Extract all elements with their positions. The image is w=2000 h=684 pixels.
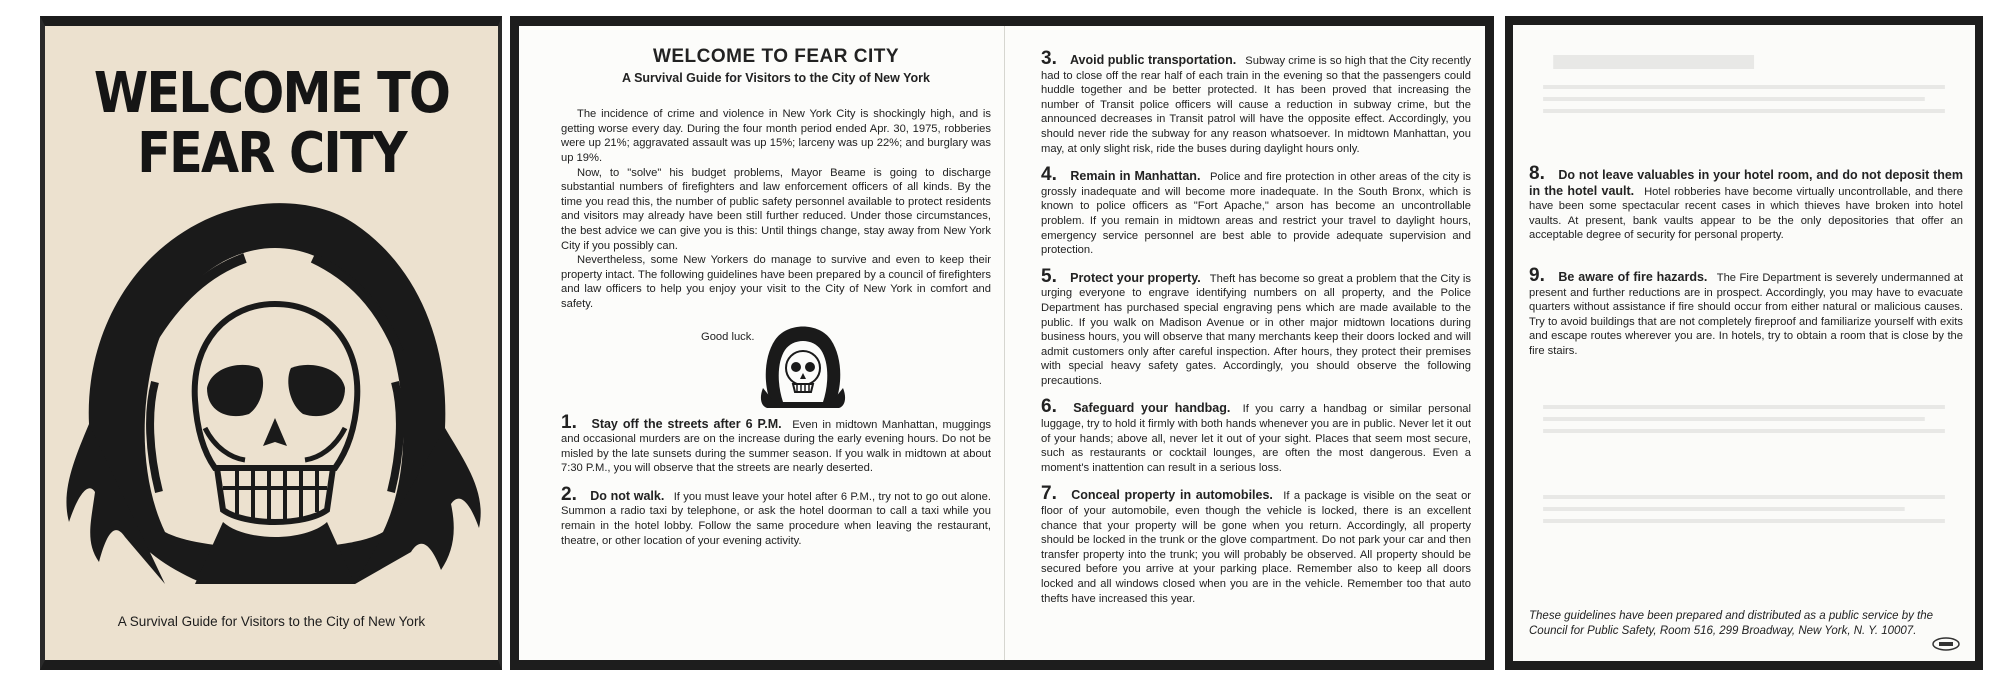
intro-paragraph: Now, to "solve" his budget problems, Mayor Beame is going to discharge substantial numbers of firefighters and law enforcement officers of all kinds. By the time you read this, the number of public safety personnel available to protect residents and visitors may already have been still further reduced. Under those circumstances, the best advice we can give you is this: Until things change, stay away from New York City if you possibly can. — [561, 166, 991, 252]
cover-panel — [40, 16, 502, 670]
union-label-icon — [1931, 637, 1961, 651]
guideline-item — [1041, 483, 1472, 606]
guideline-number: 8. — [1529, 163, 1545, 184]
guideline-number: 9. — [1529, 264, 1545, 286]
guideline-text: The Fire Department is severely undermanned at present and further reductions are in prospect. Accordingly, you may have to evacuate quarters without assistance if fire should occur from either natural or malicious causes. Try to avoid buildings that are not completely fireproof and familiarize yourself with exits and escape routes wherever you are. In hotels, try to obtain a room that is close by the fire stairs. — [1529, 271, 1964, 357]
guideline-number: 1. — [561, 411, 577, 433]
guide-subtitle: A Survival Guide for Visitors to the City of New York — [622, 70, 930, 85]
guideline-text: Hotel robberies have become virtually uncontrollable, and there have been some spectacular recent cases in which thieves have broken into hotel vaults. At present, bank vaults appear to be the only depositories that offer an acceptable degree of security for personal property. — [1529, 185, 1964, 242]
guideline-item — [1529, 264, 1964, 359]
cover-title-line1: WELCOME TO — [93, 61, 450, 126]
hooded-skull-illustration — [55, 192, 495, 592]
fold-line — [1004, 26, 1005, 660]
back-panel — [1505, 16, 1983, 670]
guideline-text: Theft has become so great a problem that the City is urging everyone to engrave identifying numbers on all property, and the Police Department has purchased special engraving pens which are made available to the public. If you walk on Madison Avenue or in other major midtown locations during business hours, you will observe that many merchants keep their doors locked and will admit customers only after careful inspection. After hours, they protect their premises with special heavy safety gates. Accordingly, you should observe the following precautions. — [1041, 272, 1472, 387]
guideline-text: If you carry a handbag or similar personal luggage, try to hold it firmly with both hands whenever you are in public. Never let it out of your hands; above all, never let it out of your sight. Places that seem most secure, such as restaurants or cocktail lounges, are often the most dangerous. Even a moment's inattention can result in a serious loss. — [1041, 403, 1472, 474]
left-column — [561, 46, 992, 560]
guideline-number: 4. — [1041, 164, 1057, 186]
guideline-heading: Be aware of fire hazards. — [1558, 269, 1708, 284]
guideline-heading: Conceal property in automobiles. — [1071, 488, 1273, 503]
cover-title-line2: FEAR CITY — [137, 121, 406, 186]
guideline-text: Subway crime is so high that the City recently had to close off the rear half of each train in the evening so that the passengers could huddle together and be better protected. It has been proved that increasing the number of Transit police officers will cause a reduction in subway crime, but the announced decreases in Transit patrol will have the opposite effect. Accordingly, you should never ride the subway for any reason whatsoever. In midtown Manhattan, you may, at only slight risk, ride the buses during daylight hours only. — [1041, 55, 1472, 155]
guideline-item — [561, 411, 992, 476]
guideline-text: If a package is visible on the seat or floor of your automobile, even though the vehicle is locked, there is an excellent chance that your property will be gone when you return. Accordingly, all property should be locked in the trunk or the glove compartment. Do not park your car and then transfer property into the trunk; you will probably be observed. All property should be secured before you arrive at your parking place. Remember also to keep all doors locked and all windows closed when you are in the vehicle. Remember too that auto thefts have increased this year. — [1041, 490, 1472, 605]
inner-spread — [510, 16, 1494, 670]
guideline-number: 3. — [1041, 48, 1057, 69]
guideline-text: Even in midtown Manhattan, muggings and occasional murders are on the increase during the early evening hours. Do not be misled by the late sunsets during the summer season. If you walk in midtown at about 7:30 P.M., you will observe that the streets are nearly deserted. — [561, 418, 992, 475]
guideline-item — [1041, 164, 1471, 258]
right-column — [1041, 48, 1472, 618]
cover-subtitle: A Survival Guide for Visitors to the City of New York — [117, 614, 426, 629]
guideline-item — [1041, 48, 1472, 156]
good-luck-text: Good luck. — [701, 330, 755, 343]
guideline-number: 5. — [1041, 265, 1057, 287]
footer-note: These guidelines have been prepared and distributed as a public service by the Council for Public Safety, Room 516, 299 Broadway, New York, N. Y. 10007. — [1529, 610, 1934, 637]
good-luck-block — [561, 318, 991, 416]
guideline-heading: Do not walk. — [590, 488, 665, 503]
guideline-number: 6. — [1041, 396, 1057, 418]
guideline-heading: Remain in Manhattan. — [1070, 169, 1201, 184]
guideline-text: If you must leave your hotel after 6 P.M., try not to go out alone. Summon a radio taxi by telephone, or ask the hotel doorman to call a taxi while you remain in the hotel lobby. Follow the same procedure when leaving the restaurant, theatre, or other location of your evening activity. — [561, 490, 991, 547]
small-skull-icon — [759, 318, 847, 410]
back-column — [1529, 163, 1964, 371]
intro-paragraph: The incidence of crime and violence in New York City is shockingly high, and is getting worse every day. During the four month period ended Apr. 30, 1975, robberies were up 21%; aggravated assault was up 15%; larceny was up 22%; and burglary was up 19%. — [561, 108, 991, 164]
intro-paragraph: Nevertheless, some New Yorkers do manage to survive and even to keep their property intact. The following guidelines have been prepared by a council of firefighters and law officers to help you enjoy your visit to the City of New York in comfort and safety. — [561, 254, 991, 310]
guideline-item — [561, 483, 991, 548]
guideline-number: 7. — [1041, 483, 1057, 505]
guideline-text: Police and fire protection in other areas of the city is grossly inadequate and will become more inadequate. In the South Bronx, which is known to police officers as "Fort Apache," arson has become an uncontrollable problem. If you remain in midtown areas and restrict your travel to daylight hours, emergency service personnel are best able to provide adequate supervision and protection. — [1041, 171, 1471, 257]
guideline-item — [1041, 396, 1472, 475]
guideline-heading: Safeguard your handbag. — [1073, 401, 1231, 416]
guideline-heading: Protect your property. — [1070, 270, 1201, 285]
guideline-number: 2. — [561, 483, 577, 505]
guideline-heading: Stay off the streets after 6 P.M. — [591, 416, 782, 431]
cover-title — [72, 61, 471, 186]
guideline-item — [1041, 265, 1472, 389]
guideline-item — [1529, 163, 1964, 243]
guide-title: WELCOME TO FEAR CITY — [652, 46, 900, 67]
guideline-heading: Avoid public transportation. — [1069, 53, 1237, 67]
guideline-heading: Do not leave valuables in your hotel room, and do not deposit them in the hotel vault. — [1529, 168, 1964, 198]
